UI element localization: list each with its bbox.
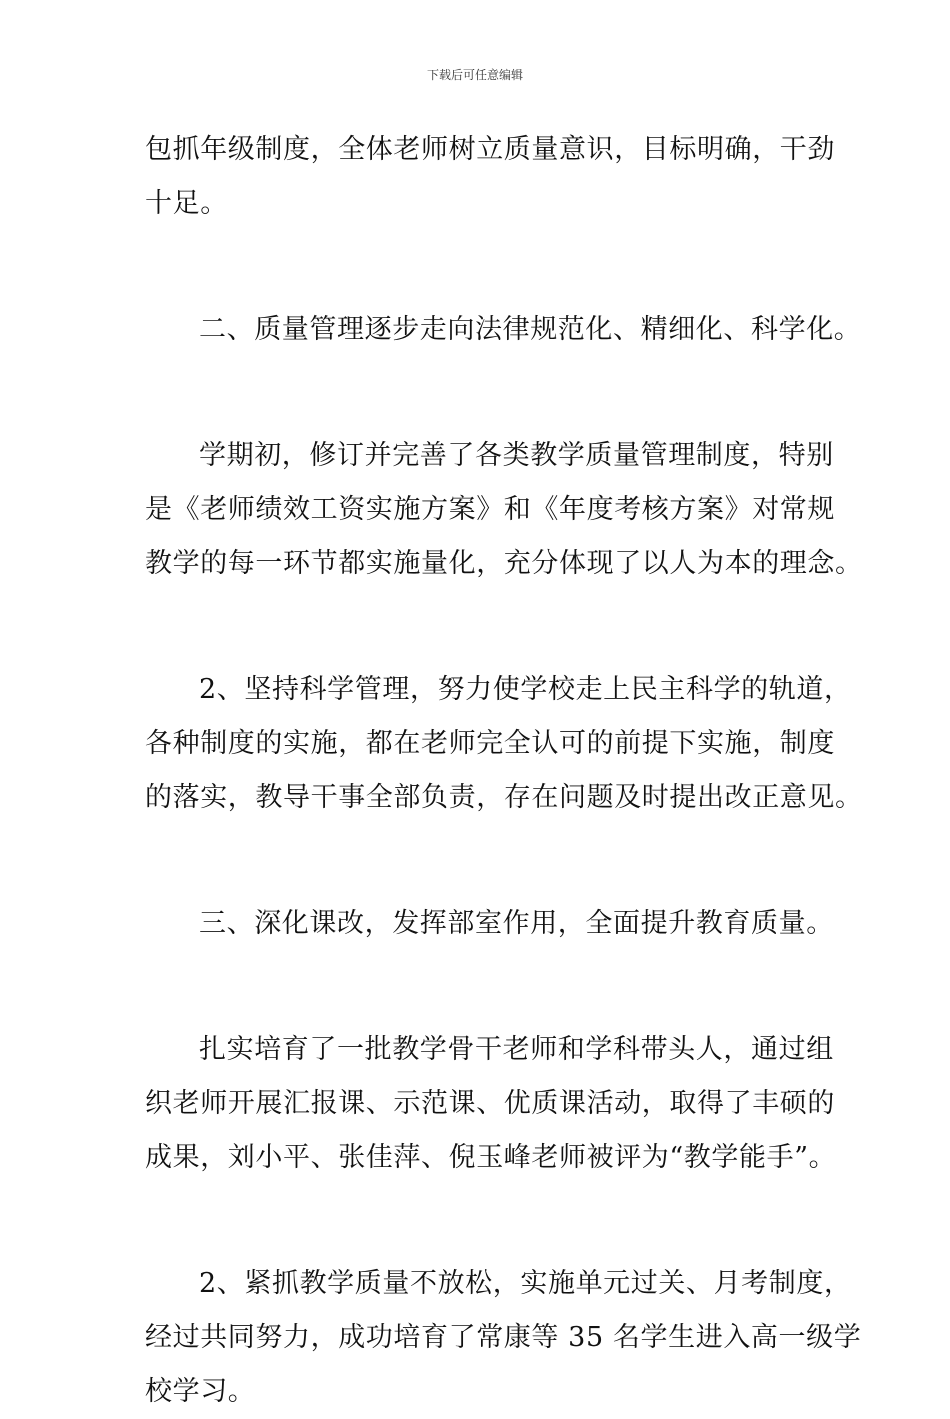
text-line: 扎实培育了一批教学骨干老师和学科带头人，通过组 [199, 1034, 834, 1065]
text-line: 二、质量管理逐步走向法律规范化、精细化、科学化。 [199, 314, 862, 345]
text-line: 包抓年级制度，全体老师树立质量意识，目标明确，干劲 [145, 134, 835, 165]
text-line: 各种制度的实施，都在老师完全认可的前提下实施，制度 [145, 728, 835, 759]
header-note: 下载后可任意编辑 [426, 68, 523, 82]
text-line: 是《老师绩效工资实施方案》和《年度考核方案》对常规 [145, 494, 835, 525]
text-line: 2、紧抓教学质量不放松，实施单元过关、月考制度， [199, 1268, 852, 1299]
paragraph [145, 123, 835, 231]
paragraph [145, 429, 863, 591]
section-heading [145, 303, 862, 357]
text-line: 经过共同努力，成功培育了常康等 35 名学生进入高一级学 [145, 1322, 862, 1353]
text-line: 的落实，教导干事全部负责，存在问题及时提出改正意见。 [145, 782, 863, 813]
text-line: 教学的每一环节都实施量化，充分体现了以人为本的理念。 [145, 548, 863, 579]
text-line: 三、深化课改，发挥部室作用，全面提升教育质量。 [199, 908, 834, 939]
text-line: 2、坚持科学管理，努力使学校走上民主科学的轨道， [199, 674, 852, 705]
text-line: 十足。 [145, 188, 228, 219]
text-line: 成果，刘小平、张佳萍、倪玉峰老师被评为“教学能手”。 [145, 1142, 837, 1173]
text-line: 学期初，修订并完善了各类教学质量管理制度，特别 [199, 440, 834, 471]
document-body [145, 123, 863, 1419]
text-line: 校学习。 [145, 1376, 256, 1407]
text-line: 织老师开展汇报课、示范课、优质课活动，取得了丰硕的 [145, 1088, 835, 1119]
paragraph [145, 1023, 837, 1185]
section-heading [145, 897, 834, 951]
paragraph [145, 663, 863, 825]
paragraph [145, 1257, 862, 1419]
